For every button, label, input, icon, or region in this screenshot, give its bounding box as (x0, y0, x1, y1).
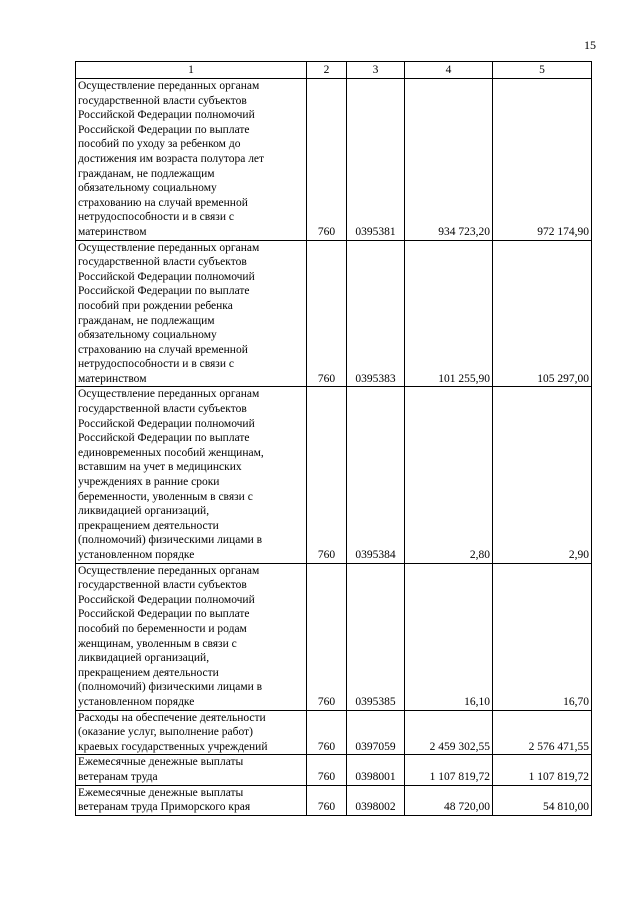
row-amount-1: 2 459 302,55 (405, 710, 493, 755)
row-amount-2: 972 174,90 (493, 79, 592, 241)
table-row (76, 710, 592, 755)
row-amount-1: 48 720,00 (405, 785, 493, 815)
row-amount-2: 2,90 (493, 387, 592, 563)
header-col-1: 1 (76, 62, 307, 79)
row-target: 0395384 (347, 387, 405, 563)
row-amount-2: 16,70 (493, 563, 592, 710)
header-col-3: 3 (347, 62, 405, 79)
row-code: 760 (307, 755, 347, 785)
row-code: 760 (307, 785, 347, 815)
row-name: Осуществление переданных органам государственной власти субъектов Российской Федерации полномочий Российской Федерации по выплате пособий при рождении ребенка гражданам, не подлежащим обязательному социальному страхованию на случай временной нетрудоспособности и в связи с материнством (76, 240, 307, 387)
table-row (76, 563, 592, 710)
row-name: Ежемесячные денежные выплаты ветеранам труда Приморского края (76, 785, 307, 815)
row-target: 0398002 (347, 785, 405, 815)
table-row (76, 387, 592, 563)
row-code: 760 (307, 79, 347, 241)
budget-table (75, 61, 592, 816)
row-code: 760 (307, 387, 347, 563)
header-col-4: 4 (405, 62, 493, 79)
row-amount-1: 101 255,90 (405, 240, 493, 387)
row-amount-1: 934 723,20 (405, 79, 493, 241)
row-name: Расходы на обеспечение деятельности (оказание услуг, выполнение работ) краевых государственных учреждений (76, 710, 307, 755)
row-amount-2: 2 576 471,55 (493, 710, 592, 755)
row-target: 0395385 (347, 563, 405, 710)
row-amount-2: 54 810,00 (493, 785, 592, 815)
row-amount-2: 105 297,00 (493, 240, 592, 387)
row-amount-1: 16,10 (405, 563, 493, 710)
row-code: 760 (307, 563, 347, 710)
row-amount-2: 1 107 819,72 (493, 755, 592, 785)
row-target: 0398001 (347, 755, 405, 785)
table-row (76, 79, 592, 241)
table-row (76, 240, 592, 387)
header-row (76, 62, 592, 79)
page-number: 15 (584, 38, 596, 52)
row-target: 0395381 (347, 79, 405, 241)
row-amount-1: 2,80 (405, 387, 493, 563)
table-row (76, 755, 592, 785)
row-name: Осуществление переданных органам государственной власти субъектов Российской Федерации полномочий Российской Федерации по выплате единовременных пособий женщинам, вставшим на учет в медицинских учреждениях в ранние сроки беременности, уволенным в связи с ликвидацией организаций, прекращением деятельности (полномочий) физическими лицами в установленном порядке (76, 387, 307, 563)
row-code: 760 (307, 710, 347, 755)
row-name: Осуществление переданных органам государственной власти субъектов Российской Федерации полномочий Российской Федерации по выплате пособий по беременности и родам женщинам, уволенным в связи с ликвидацией организаций, прекращением деятельности (полномочий) физическими лицами в установленном порядке (76, 563, 307, 710)
row-code: 760 (307, 240, 347, 387)
row-target: 0397059 (347, 710, 405, 755)
row-target: 0395383 (347, 240, 405, 387)
row-name: Осуществление переданных органам государственной власти субъектов Российской Федерации полномочий Российской Федерации по выплате пособий по уходу за ребенком до достижения им возраста полутора лет гражданам, не подлежащим обязательному социальному страхованию на случай временной нетрудоспособности и в связи с материнством (76, 79, 307, 241)
row-name: Ежемесячные денежные выплаты ветеранам труда (76, 755, 307, 785)
header-col-2: 2 (307, 62, 347, 79)
table-row (76, 785, 592, 815)
header-col-5: 5 (493, 62, 592, 79)
row-amount-1: 1 107 819,72 (405, 755, 493, 785)
